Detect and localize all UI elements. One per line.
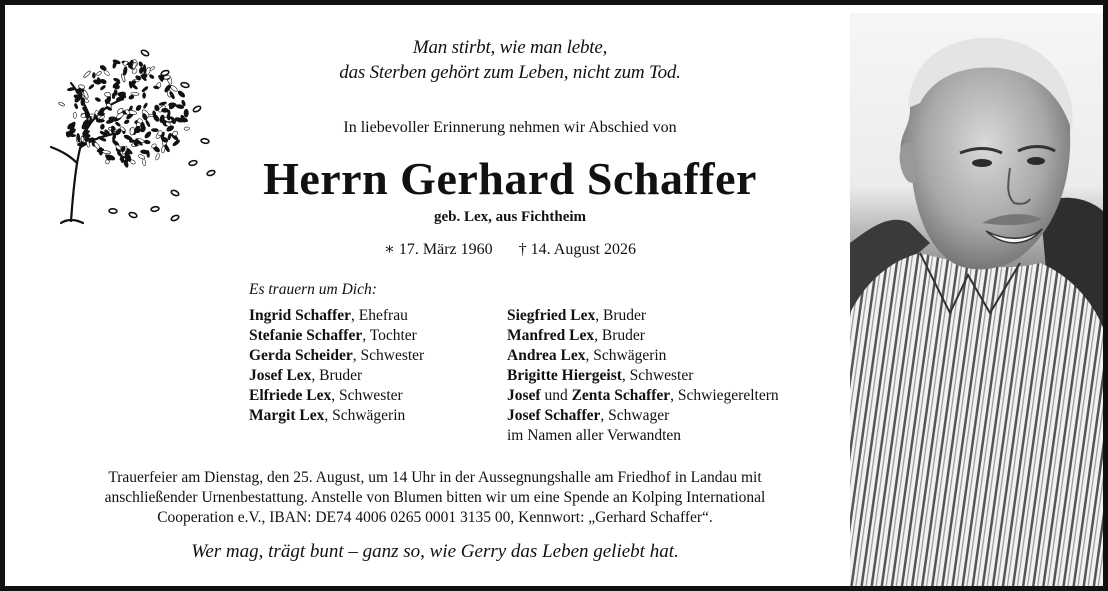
birth-date: ∗ 17. März 1960 [384, 241, 493, 258]
mourner-entry: Ingrid Schaffer, Ehefrau [249, 307, 408, 324]
mourner-entry: Brigitte Hiergeist, Schwester [507, 367, 694, 384]
life-dates [240, 239, 780, 259]
mourner-entry: Josef und Zenta Schaffer, Schwiegereltern [507, 387, 779, 404]
quote-line-2: das Sterben gehört zum Leben, nicht zum Tod. [339, 62, 681, 83]
quote-line-1: Man stirbt, wie man lebte, [412, 37, 608, 58]
windblown-tree-icon [35, 43, 217, 229]
mourner-entry: Andrea Lex, Schwägerin [507, 347, 667, 364]
mourners-left-column [249, 306, 424, 426]
mourner-entry: Manfred Lex, Bruder [507, 327, 645, 344]
opening-quote [240, 35, 780, 85]
service-line-1: Trauerfeier am Dienstag, den 25. August, um 14 Uhr in der Aussegnungshalle am Friedhof in Landau mit [108, 469, 762, 486]
mourner-entry: Siegfried Lex, Bruder [507, 307, 647, 324]
mourner-entry: Gerda Scheider, Schwester [249, 347, 425, 364]
service-line-3: Cooperation e.V., IBAN: DE74 4006 0265 0001 3135 00, Kennwort: „Gerhard Schaffer“. [157, 509, 713, 526]
mourner-entry: im Namen aller Verwandten [507, 427, 682, 444]
mourner-entry: Josef Schaffer, Schwager [507, 407, 670, 424]
portrait-photo [850, 13, 1105, 589]
deceased-name: Herrn Gerhard Schaffer [263, 153, 757, 204]
mourner-entry: Josef Lex, Bruder [249, 367, 363, 384]
service-line-2: anschließender Urnenbestattung. Anstelle von Blumen bitten wir um eine Spende an Kolping International [104, 489, 766, 506]
closing-quote: Wer mag, trägt bunt – ganz so, wie Gerry das Leben geliebt hat. [191, 541, 679, 562]
mourner-entry: Stefanie Schaffer, Tochter [249, 327, 417, 344]
mourner-entry: Elfriede Lex, Schwester [249, 387, 403, 404]
mourners-right-column [507, 306, 779, 446]
service-details [45, 468, 825, 528]
mourners-title: Es trauern um Dich: [249, 281, 377, 298]
birth-name-origin: geb. Lex, aus Fichtheim [433, 209, 587, 225]
death-date: † 14. August 2026 [518, 241, 636, 258]
mourner-entry: Margit Lex, Schwägerin [249, 407, 406, 424]
intro-text: In liebevoller Erinnerung nehmen wir Abschied von [343, 119, 677, 136]
